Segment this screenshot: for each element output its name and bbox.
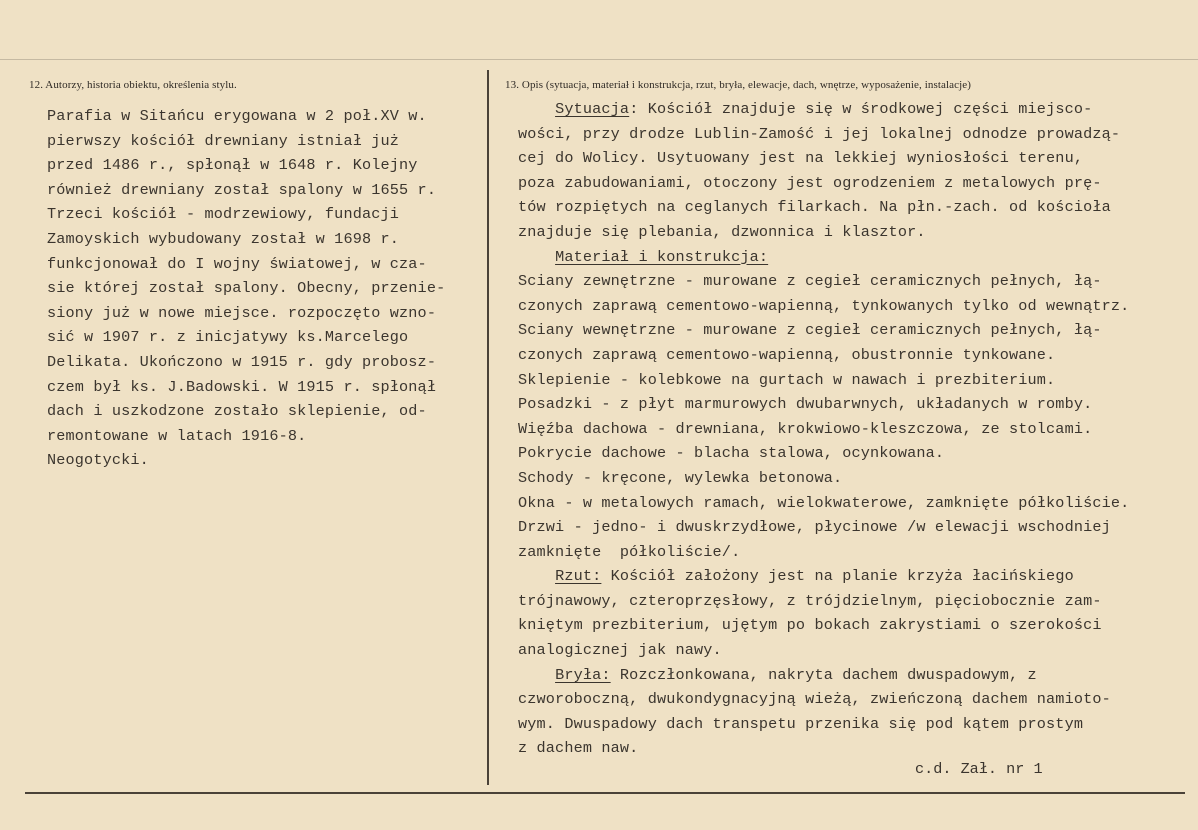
line-text: znajduje się plebania, dzwonnica i klasztor.	[518, 222, 926, 241]
section-13-line	[518, 122, 1129, 147]
line-text	[518, 666, 555, 684]
line-text: z dachem naw.	[518, 739, 639, 758]
bottom-rule	[25, 792, 1185, 794]
line-text: czonych zaprawą cementowo-wapienną, tynkowanych tylko od wewnątrz.	[518, 296, 1130, 315]
continuation-note: c.d. Zał. nr 1	[915, 760, 1043, 778]
section-12-line: Delikata. Ukończono w 1915 r. gdy probosz-	[47, 352, 437, 371]
section-13-line	[518, 712, 1129, 737]
line-text: czworoboczną, dwukondygnacyjną wieżą, zwieńczoną dachem namioto-	[518, 690, 1111, 709]
line-text: zamknięte półkoliście/.	[518, 542, 741, 561]
section-12-body	[47, 104, 445, 473]
section-12-line: remontowane w latach 1916-8.	[47, 426, 307, 445]
line-text: poza zabudowaniami, otoczony jest ogrodzeniem z metalowych prę-	[518, 173, 1102, 192]
section-13-line	[518, 613, 1129, 638]
section-13-line	[518, 318, 1129, 343]
section-13-line	[518, 294, 1129, 319]
section-12-line: sić w 1907 r. z inicjatywy ks.Marcelego	[47, 328, 409, 347]
section-13-line	[518, 736, 1129, 761]
line-text: cej do Wolicy. Usytuowany jest na lekkiej wyniosłości terenu,	[518, 149, 1084, 168]
section-13-line	[518, 515, 1129, 540]
section-13-line	[518, 466, 1129, 491]
line-text	[518, 567, 555, 585]
line-text: Rozczłonkowana, nakryta dachem dwuspadowym, z	[610, 665, 1037, 684]
section-13-line	[518, 220, 1129, 245]
section-13-line	[518, 97, 1129, 122]
section-12-line: pierwszy kościół drewniany istniał już	[47, 131, 400, 150]
section-13-line	[518, 195, 1129, 220]
line-text: Drzwi - jedno- i dwuskrzydłowe, płycinowe /w elewacji wschodniej	[518, 518, 1111, 537]
line-text: analogicznej jak nawy.	[518, 641, 722, 660]
section-12-line: sie której został spalony. Obecny, przenie-	[47, 279, 446, 298]
subheading: Bryła:	[555, 665, 611, 684]
section-13-body	[518, 97, 1129, 761]
section-12-line: również drewniany został spalony w 1655 r.	[47, 180, 437, 199]
subheading: Sytuacja	[555, 100, 630, 118]
section-12-line: Trzeci kościół - modrzewiowy, fundacji	[47, 205, 400, 224]
line-text: kniętym prezbiterium, ujętym po bokach zakrystiami o szerokości	[518, 616, 1102, 635]
column-divider	[487, 70, 489, 785]
section-13-line	[518, 564, 1129, 589]
section-12-line: siony już w nowe miejsce. rozpoczęto wzno-	[47, 303, 437, 322]
section-12-line: przed 1486 r., spłonął w 1648 r. Kolejny	[47, 156, 418, 175]
line-text: czonych zaprawą cementowo-wapienną, obustronnie tynkowane.	[518, 345, 1056, 364]
line-text: Posadzki - z płyt marmurowych dwubarwnych, układanych w romby.	[518, 395, 1093, 414]
section-13-line	[518, 171, 1129, 196]
top-rule	[0, 59, 1198, 60]
section-13-line	[518, 245, 1129, 270]
section-13-line	[518, 589, 1129, 614]
line-text: Sciany wewnętrzne - murowane z cegieł ceramicznych pełnych, łą-	[518, 321, 1102, 340]
section-13-line	[518, 687, 1129, 712]
section-13-line	[518, 638, 1129, 663]
section-13-line	[518, 417, 1129, 442]
line-text: Pokrycie dachowe - blacha stalowa, ocynkowana.	[518, 444, 945, 463]
section-13-header: 13. Opis (sytuacja, materiał i konstrukcja, rzut, bryła, elewacje, dach, wnętrze, wyposażenie, instalacje)	[505, 79, 971, 91]
line-text: wości, przy drodze Lublin-Zamość i jej lokalnej odnodze prowadzą-	[518, 124, 1121, 143]
line-text: wym. Dwuspadowy dach transpetu przenika się pod kątem prostym	[518, 714, 1084, 733]
subheading: Materiał i konstrukcja:	[555, 247, 769, 266]
line-text: trójnawowy, czteroprzęsłowy, z trójdzielnym, pięciobocznie zam-	[518, 591, 1102, 610]
section-12-line: dach i uszkodzone zostało sklepienie, od-	[47, 402, 427, 421]
subheading: Rzut:	[555, 567, 602, 586]
section-12-line: funkcjonował do I wojny światowej, w cza-	[47, 254, 427, 273]
line-text: tów rozpiętych na ceglanych filarkach. Na płn.-zach. od kościoła	[518, 198, 1111, 217]
line-text: Sciany zewnętrzne - murowane z cegieł ceramicznych pełnych, łą-	[518, 272, 1102, 291]
section-13-line	[518, 540, 1129, 565]
section-12-line: czem był ks. J.Badowski. W 1915 r. spłonął	[47, 377, 437, 396]
section-13-line	[518, 269, 1129, 294]
section-12-line: Parafia w Sitańcu erygowana w 2 poł.XV w.	[47, 107, 427, 125]
line-text: Okna - w metalowych ramach, wielokwaterowe, zamknięte półkoliście.	[518, 493, 1130, 512]
section-12-line: Zamoyskich wybudowany został w 1698 r.	[47, 229, 400, 248]
section-13-line	[518, 663, 1129, 688]
line-text: Schody - kręcone, wylewka betonowa.	[518, 468, 843, 487]
line-text	[518, 248, 555, 266]
section-13-line	[518, 343, 1129, 368]
section-12-header: 12. Autorzy, historia obiektu, określenia stylu.	[29, 79, 237, 91]
line-text: Kościół założony jest na planie krzyża łacińskiego	[601, 567, 1074, 586]
line-text: : Kościół znajduje się w środkowej części miejsco-	[629, 100, 1093, 118]
section-13-line	[518, 441, 1129, 466]
section-13-line	[518, 368, 1129, 393]
line-text: Więźba dachowa - drewniana, krokwiowo-kleszczowa, ze stolcami.	[518, 419, 1093, 438]
section-12-line: Neogotycki.	[47, 451, 149, 470]
section-13-line	[518, 146, 1129, 171]
section-13-line	[518, 392, 1129, 417]
section-13-line	[518, 491, 1129, 516]
line-text: Sklepienie - kolebkowe na gurtach w nawach i prezbiterium.	[518, 370, 1056, 389]
line-text	[518, 100, 555, 118]
